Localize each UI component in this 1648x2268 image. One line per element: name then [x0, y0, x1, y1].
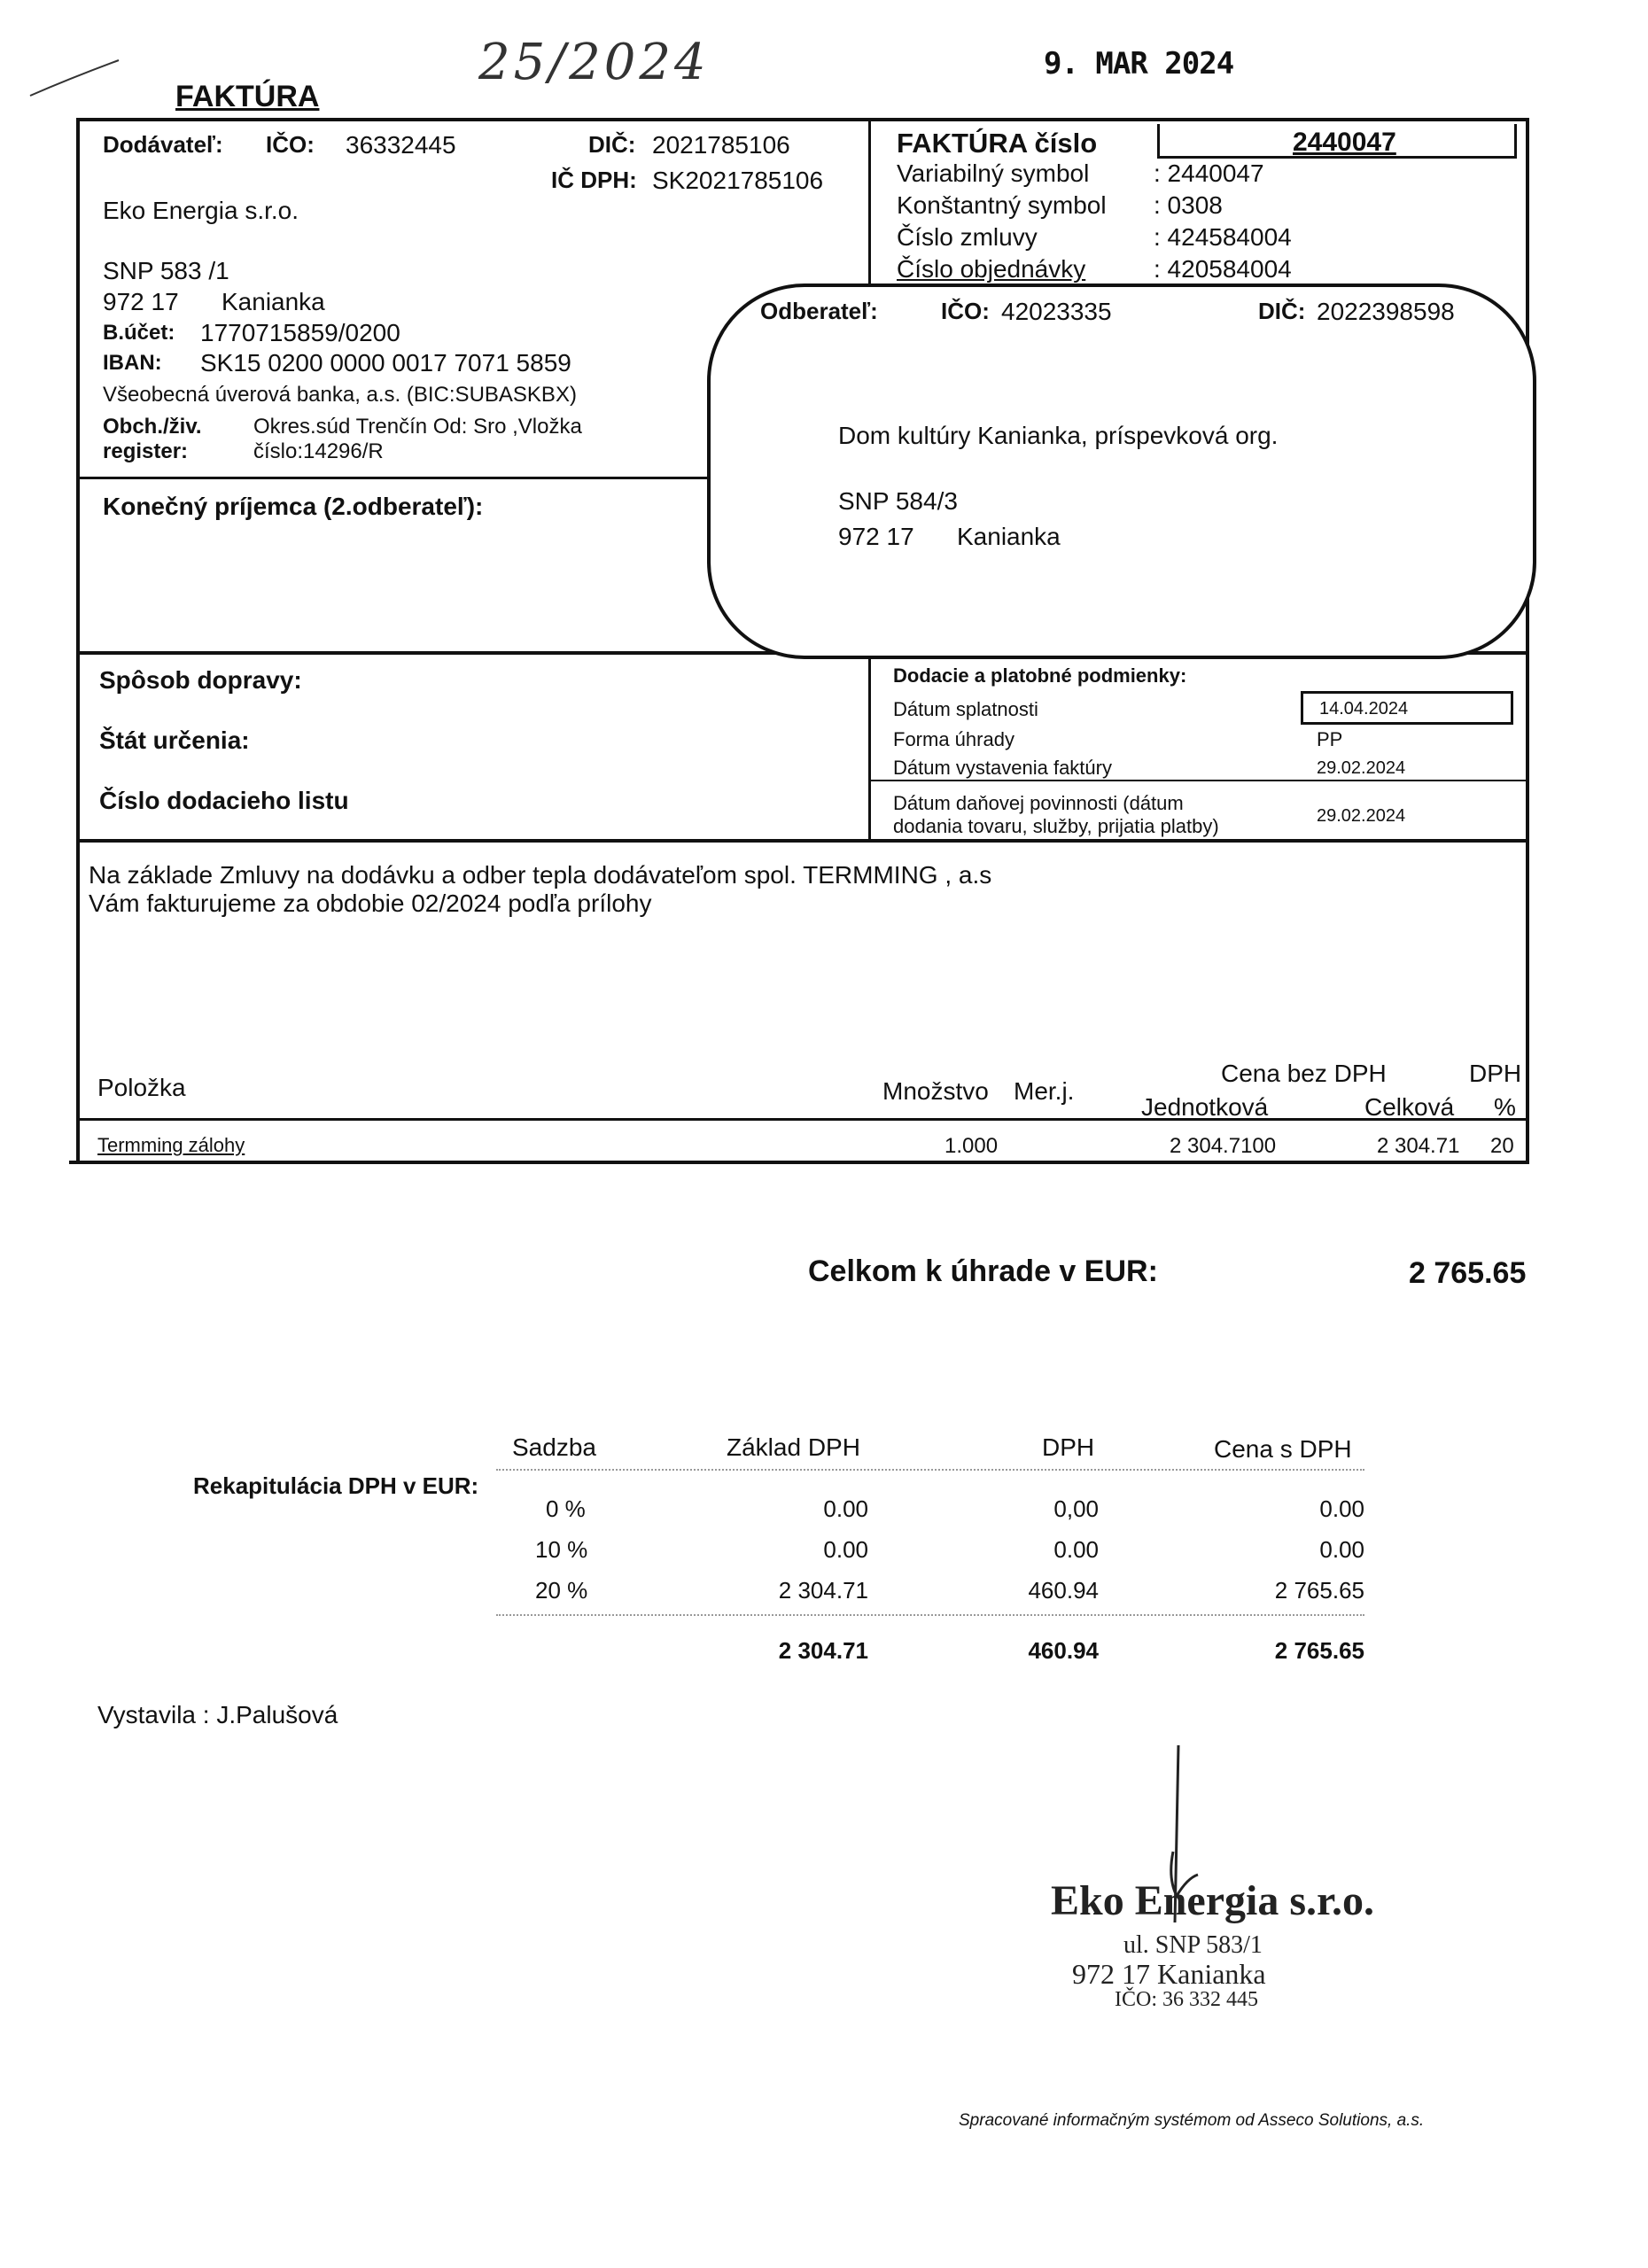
col-quantity: Množstvo — [882, 1077, 989, 1105]
frame-left — [76, 118, 80, 1163]
tax-date-value: 29.02.2024 — [1317, 806, 1406, 826]
tax-date-label-1: Dátum daňovej povinnosti (dátum — [893, 792, 1184, 814]
destination-country-label: Štát určenia: — [99, 726, 250, 754]
transport-mode-label: Spôsob dopravy: — [99, 666, 302, 694]
item-quantity: 1.000 — [944, 1134, 999, 1158]
vat-totals-rule — [496, 1614, 1364, 1616]
grand-total-label: Celkom k úhrade v EUR: — [808, 1254, 1158, 1288]
vat-row-1-base: 0.00 — [823, 1536, 868, 1563]
due-date-box — [1301, 691, 1513, 725]
customer-dic-label: DIČ: — [1258, 298, 1306, 324]
supplier-ico: 36332445 — [346, 131, 456, 159]
vat-header-vat: DPH — [1042, 1433, 1095, 1461]
document-title: FAKTÚRA — [175, 80, 320, 113]
customer-name: Dom kultúry Kanianka, príspevková org. — [838, 422, 1279, 449]
constant-symbol-label: Konštantný symbol — [897, 191, 1107, 219]
bank-name: Všeobecná úverová banka, a.s. (BIC:SUBASKBX) — [103, 383, 577, 407]
customer-ico: 42023335 — [1001, 298, 1112, 325]
frame-top — [76, 118, 1529, 121]
account-number: 1770715859/0200 — [200, 319, 400, 346]
constant-symbol-value: : 0308 — [1154, 191, 1223, 219]
item-unit-price: 2 304.7100 — [1170, 1134, 1277, 1158]
item-total: 2 304.71 — [1377, 1134, 1460, 1158]
vat-row-1-vat: 0.00 — [1053, 1536, 1099, 1563]
vat-row-0-base: 0.00 — [823, 1495, 868, 1522]
col-unit-price: Jednotková — [1141, 1093, 1269, 1121]
vat-header-base: Základ DPH — [727, 1433, 860, 1461]
customer-dic: 2022398598 — [1317, 298, 1455, 325]
register-line-2: číslo:14296/R — [253, 439, 384, 463]
vat-row-2-rate: 20 % — [535, 1577, 588, 1604]
pen-stroke-mark — [27, 53, 124, 102]
customer-city: Kanianka — [957, 523, 1061, 550]
customer-ico-label: IČO: — [941, 298, 990, 324]
col-vat-pct: % — [1494, 1093, 1516, 1121]
iban-label: IBAN: — [103, 351, 162, 375]
order-number-label: Číslo objednávky — [897, 255, 1086, 283]
order-number-value: : 420584004 — [1154, 255, 1292, 283]
grand-total-value: 2 765.65 — [1409, 1256, 1527, 1290]
supplier-label: Dodávateľ: — [103, 131, 223, 158]
register-label-2: register: — [103, 439, 189, 463]
invoice-title: FAKTÚRA číslo — [897, 128, 1098, 159]
issued-by: Vystavila : J.Palušová — [97, 1701, 338, 1728]
issue-date-label: Dátum vystavenia faktúry — [893, 757, 1112, 779]
footer-note: Spracované informačným systémom od Asseco Solutions, a.s. — [959, 2111, 1425, 2130]
description-line-1: Na základe Zmluvy na dodávku a odber tepla dodávateľom spol. TERMMING , a.s — [89, 861, 992, 889]
final-recipient-label: Konečný príjemca (2.odberateľ): — [103, 493, 484, 520]
customer-street: SNP 584/3 — [838, 487, 958, 515]
account-label: B.účet: — [103, 321, 175, 345]
supplier-icdph-label: IČ DPH: — [551, 167, 637, 193]
divider-terms-v — [868, 651, 871, 842]
handwritten-reference: 25/2024 — [478, 34, 710, 91]
due-date-value: 14.04.2024 — [1319, 699, 1409, 718]
vat-row-1-rate: 10 % — [535, 1536, 588, 1563]
vat-row-0-vat: 0,00 — [1053, 1495, 1099, 1522]
vat-total-base: 2 304.71 — [778, 1637, 868, 1664]
variable-symbol-value: : 2440047 — [1154, 159, 1264, 187]
customer-label: Odberateľ: — [760, 298, 878, 324]
divider-terms-h — [868, 780, 1528, 781]
supplier-ico-label: IČO: — [266, 131, 315, 158]
vat-row-2-gross: 2 765.65 — [1274, 1577, 1364, 1604]
stamp-street: ul. SNP 583/1 — [1123, 1931, 1263, 1959]
delivery-note-label: Číslo dodacieho listu — [99, 787, 349, 814]
tax-date-label-2: dodania tovaru, služby, prijatia platby) — [893, 815, 1219, 837]
issue-date-value: 29.02.2024 — [1317, 758, 1406, 778]
vat-row-2-vat: 460.94 — [1028, 1577, 1099, 1604]
register-label-1: Obch./živ. — [103, 415, 202, 439]
item-name: Termming zálohy — [97, 1134, 245, 1156]
invoice-number-box — [1157, 124, 1517, 159]
customer-zip: 972 17 — [838, 523, 914, 550]
payment-form-label: Forma úhrady — [893, 728, 1014, 750]
supplier-icdph: SK2021785106 — [652, 167, 824, 194]
vat-summary-label: Rekapitulácia DPH v EUR: — [193, 1472, 479, 1499]
divider-register — [76, 477, 707, 479]
vat-row-0-gross: 0.00 — [1319, 1495, 1364, 1522]
divider-description — [76, 839, 1529, 843]
invoice-number: 2440047 — [1293, 128, 1396, 157]
item-vat: 20 — [1490, 1134, 1514, 1158]
stamp-city: 972 17 Kanianka — [1072, 1958, 1266, 1990]
vat-row-2-base: 2 304.71 — [778, 1577, 868, 1604]
description-line-2: Vám fakturujeme za obdobie 02/2024 podľa prílohy — [89, 889, 652, 917]
stamp-ico: IČO: 36 332 445 — [1115, 1988, 1258, 2011]
supplier-zip: 972 17 — [103, 288, 179, 315]
register-line-1: Okres.súd Trenčín Od: Sro ,Vložka — [253, 415, 582, 439]
customer-box — [707, 284, 1536, 659]
divider-items-bottom — [69, 1161, 1529, 1164]
vat-header-rate: Sadzba — [512, 1433, 596, 1461]
vat-row-0-rate: 0 % — [546, 1495, 586, 1522]
col-item: Položka — [97, 1074, 186, 1101]
iban-number: SK15 0200 0000 0017 7071 5859 — [200, 349, 571, 377]
variable-symbol-label: Variabilný symbol — [897, 159, 1090, 187]
supplier-dic-label: DIČ: — [588, 131, 636, 158]
supplier-name: Eko Energia s.r.o. — [103, 197, 299, 224]
col-price-group: Cena bez DPH — [1221, 1060, 1387, 1087]
due-date-label: Dátum splatnosti — [893, 698, 1038, 720]
vat-row-1-gross: 0.00 — [1319, 1536, 1364, 1563]
vat-total-vat: 460.94 — [1028, 1637, 1099, 1664]
supplier-city: Kanianka — [222, 288, 325, 315]
frame-right — [1526, 118, 1529, 1163]
terms-title: Dodacie a platobné podmienky: — [893, 664, 1187, 687]
divider-items-header — [76, 1118, 1529, 1121]
col-total: Celková — [1364, 1093, 1455, 1121]
divider-supplier-invoice — [868, 118, 871, 286]
vat-total-gross: 2 765.65 — [1274, 1637, 1364, 1664]
received-date-stamp: 9. MAR 2024 — [1044, 46, 1234, 82]
supplier-dic: 2021785106 — [652, 131, 790, 159]
stamp-company-name: Eko Energia s.r.o. — [1051, 1877, 1374, 1924]
payment-form-value: PP — [1317, 728, 1343, 750]
supplier-street: SNP 583 /1 — [103, 257, 229, 284]
col-unit: Mer.j. — [1014, 1077, 1075, 1105]
vat-header-gross: Cena s DPH — [1214, 1435, 1352, 1463]
contract-number-value: : 424584004 — [1154, 223, 1292, 251]
contract-number-label: Číslo zmluvy — [897, 223, 1038, 251]
col-vat: DPH — [1469, 1060, 1522, 1087]
vat-header-rule — [496, 1469, 1364, 1471]
